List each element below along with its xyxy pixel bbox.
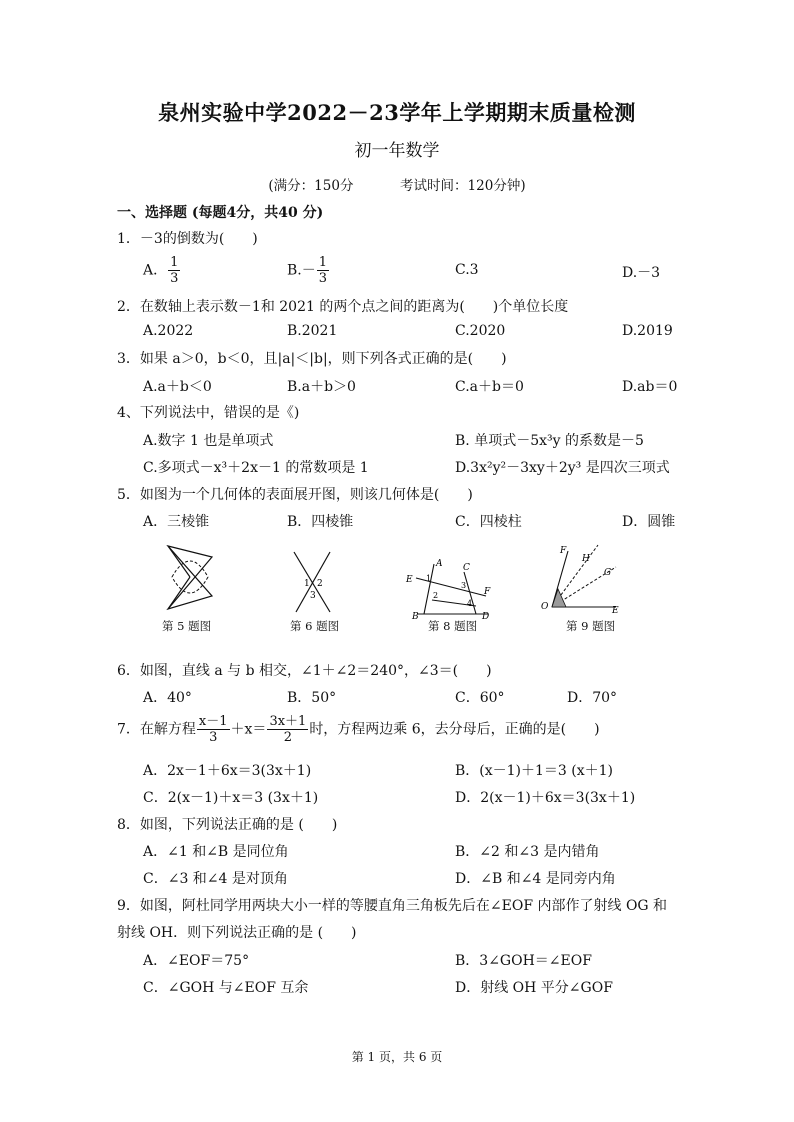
svg-text:A: A: [436, 559, 443, 569]
question-3-option-d: D.ab＝0: [622, 379, 678, 395]
question-2-option-d: D.2019: [622, 323, 673, 339]
question-8-option-c: C．∠3 和∠4 是对顶角: [143, 871, 288, 887]
question-6-option-b: B．50°: [287, 690, 337, 706]
svg-text:1: 1: [426, 574, 432, 583]
question-2-stem: 2．在数轴上表示数－1和 2021 的两个点之间的距离为( )个单位长度: [117, 299, 569, 315]
question-5-option-a: A．三棱锥: [143, 514, 210, 530]
question-2-option-a: A.2022: [143, 323, 194, 339]
question-7-option-c: C．2(x－1)＋x＝3 (3x＋1): [143, 790, 319, 806]
question-1-option-a: A． $\frac{1}{3}$: [143, 255, 179, 286]
question-4-option-c: C.多项式－x³＋2x－1 的常数项是 1: [143, 460, 369, 476]
question-7-stem: 7．在解方程 $\frac{x-1}{3}$ ＋x＝ $\frac{3x+1}{2}$ 时，方程两边乘 6，去分母后，正确的是( ): [117, 714, 600, 745]
section-heading: 一、选择题 (每题4分，共40 分): [117, 205, 324, 221]
figure-8-caption: 第 8 题图: [428, 619, 478, 633]
full-score: (满分：150分: [268, 178, 354, 194]
question-9-option-b: B．3∠GOH＝∠EOF: [455, 953, 592, 969]
svg-text:F: F: [560, 546, 567, 556]
svg-text:E: E: [406, 575, 413, 585]
svg-text:1: 1: [304, 579, 310, 589]
question-9-stem-line-1: 9．如图，阿杜同学用两块大小一样的等腰直角三角板先后在∠EOF 内部作了射线 OG 和: [117, 898, 668, 914]
question-1-option-b: B.－ $\frac{1}{3}$: [287, 255, 328, 286]
question-7-option-a: A．2x－1＋6x＝3(3x＋1): [143, 763, 312, 779]
question-6-option-a: A．40°: [143, 690, 192, 706]
figure-8-lines: [404, 556, 500, 620]
question-3-option-b: B.a＋b＞0: [287, 379, 356, 395]
exam-time: 考试时间：120分钟): [400, 178, 526, 194]
question-1-option-d: D.－3: [622, 265, 661, 281]
question-8-option-a: A．∠1 和∠B 是同位角: [143, 844, 289, 860]
question-9-option-a: A．∠EOF＝75°: [143, 953, 250, 969]
svg-text:G: G: [604, 568, 612, 578]
exam-info: [0, 174, 794, 194]
figure-9-angles: [538, 543, 630, 615]
svg-text:H: H: [582, 554, 590, 564]
question-3-option-c: C.a＋b＝0: [455, 379, 524, 395]
question-7-option-d: D．2(x－1)＋6x＝3(3x＋1): [455, 790, 636, 806]
svg-text:E: E: [612, 606, 619, 615]
question-6-option-c: C．60°: [455, 690, 505, 706]
figure-6-intersecting-lines: [290, 548, 336, 616]
question-9-option-d: D．射线 OH 平分∠GOF: [455, 980, 613, 996]
svg-text:4: 4: [467, 599, 473, 608]
question-6-option-d: D．70°: [567, 690, 618, 706]
svg-text:3: 3: [461, 581, 467, 590]
question-3-stem: 3．如果 a＞0，b＜0，且|a|＜|b|，则下列各式正确的是( ): [117, 351, 507, 367]
question-1-stem: 1．－3的倒数为( ): [117, 231, 258, 247]
question-1-option-c: C.3: [455, 262, 479, 278]
figure-5-caption: 第 5 题图: [162, 619, 212, 633]
question-2-option-c: C.2020: [455, 323, 506, 339]
page-footer: 第 1 页，共 6 页: [351, 1050, 443, 1064]
question-8-option-b: B．∠2 和∠3 是内错角: [455, 844, 600, 860]
question-5-option-d: D．圆锥: [622, 514, 676, 530]
svg-text:3: 3: [310, 591, 316, 601]
svg-text:D: D: [482, 612, 490, 620]
figure-6-caption: 第 6 题图: [290, 619, 340, 633]
question-9-stem-line-2: 射线 OH．则下列说法正确的是 ( ): [117, 925, 357, 941]
question-4-option-b: B. 单项式－5x³y 的系数是－5: [455, 433, 644, 449]
question-4-stem: 4、下列说法中，错误的是《): [117, 405, 300, 421]
question-2-option-b: B.2021: [287, 323, 338, 339]
svg-text:F: F: [484, 587, 491, 597]
question-9-option-c: C．∠GOH 与∠EOF 互余: [143, 980, 309, 996]
question-5-stem: 5．如图为一个几何体的表面展开图，则该几何体是( ): [117, 487, 473, 503]
question-7-option-b: B．(x－1)＋1＝3 (x＋1): [455, 763, 614, 779]
exam-title: 泉州实验中学2022－23学年上学期期末质量检测: [158, 100, 636, 125]
question-8-stem: 8．如图，下列说法正确的是 ( ): [117, 817, 338, 833]
svg-text:2: 2: [317, 579, 323, 589]
question-8-option-d: D．∠B 和∠4 是同旁内角: [455, 871, 616, 887]
question-3-option-a: A.a＋b＜0: [143, 379, 212, 395]
figure-9-caption: 第 9 题图: [566, 619, 616, 633]
svg-text:2: 2: [433, 591, 439, 600]
question-4-option-a: A.数字 1 也是单项式: [143, 433, 274, 449]
question-4-option-d: D.3x²y²－3xy＋2y³ 是四次三项式: [455, 460, 670, 476]
svg-text:O: O: [541, 602, 549, 612]
question-5-option-c: C．四棱柱: [455, 514, 522, 530]
question-5-option-b: B．四棱锥: [287, 514, 354, 530]
exam-subtitle: 初一年数学: [354, 141, 440, 161]
question-6-stem: 6．如图，直线 a 与 b 相交，∠1＋∠2＝240°，∠3＝( ): [117, 663, 492, 679]
figure-5-net: [160, 543, 220, 615]
svg-text:B: B: [412, 612, 419, 620]
svg-text:C: C: [463, 563, 470, 573]
